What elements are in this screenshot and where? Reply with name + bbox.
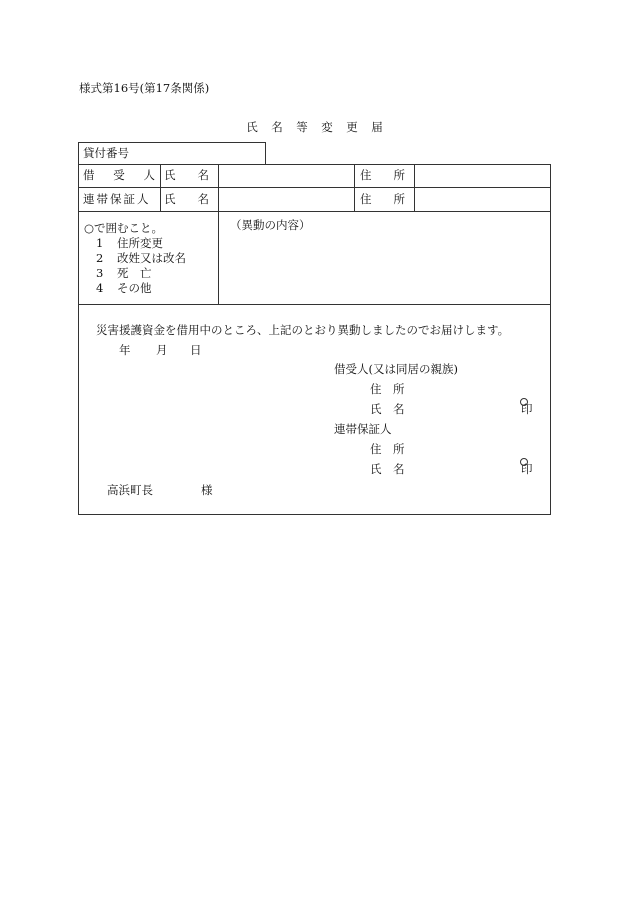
borrower-address-label: 住所 [360, 168, 427, 182]
change-type-item[interactable] [96, 281, 151, 295]
guarantor-role-label: 連帯保証人 [83, 192, 151, 206]
change-type-label: 死 亡 [116, 266, 152, 280]
change-type-num: 2 [96, 251, 104, 265]
date-year: 年 [119, 343, 131, 357]
form-table [78, 164, 551, 515]
borrower-name-label: 氏名 [164, 168, 231, 182]
form-number: 様式第16号(第17条関係) [79, 81, 210, 95]
guarantor-heading: 連帯保証人 [334, 422, 392, 436]
seal-circle-icon [520, 398, 528, 406]
seal-label: 印 [521, 402, 533, 416]
borrower-heading: 借受人(又は同居の親族) [334, 362, 458, 376]
change-type-item[interactable] [96, 236, 163, 250]
seal-mark [521, 462, 533, 476]
change-type-num: 3 [96, 266, 104, 280]
seal-label: 印 [521, 462, 533, 476]
col-divider [354, 164, 355, 211]
change-type-label: 住所変更 [116, 236, 163, 250]
applicant-address-label: 住 所 [370, 382, 405, 396]
seal-mark [521, 402, 533, 416]
loan-number-label: 貸付番号 [83, 146, 129, 160]
date-day: 日 [190, 343, 202, 357]
page-title: 氏 名 等 変 更 届 [246, 120, 384, 134]
borrower-role-label [83, 168, 155, 182]
row-divider [78, 187, 551, 188]
guarantor-address-label-2: 住 所 [370, 442, 405, 456]
guarantor-name-label: 氏名 [164, 192, 231, 206]
change-type-instruction: ○で囲むこと。 [84, 221, 164, 235]
addressee-name: 高浜町長 [107, 483, 153, 497]
borrower-role-char: 受 [113, 168, 125, 182]
row-divider [78, 211, 551, 212]
change-type-label: その他 [116, 281, 152, 295]
addressee-honorific: 様 [201, 483, 213, 497]
col-divider [218, 164, 219, 304]
date-month: 月 [156, 343, 168, 357]
borrower-role-char: 人 [143, 168, 155, 182]
guarantor-address-label: 住所 [360, 192, 427, 206]
row-divider [78, 304, 551, 305]
applicant-name-label: 氏 名 [370, 402, 405, 416]
declaration-text: 災害援護資金を借用中のところ、上記のとおり異動しましたのでお届けします。 [96, 323, 510, 337]
borrower-role-char: 借 [83, 168, 95, 182]
change-type-num: 1 [96, 236, 104, 250]
change-type-label: 改姓又は改名 [116, 251, 186, 265]
seal-circle-icon [520, 458, 528, 466]
change-details-label: （異動の内容） [230, 218, 311, 232]
change-type-num: 4 [96, 281, 104, 295]
guarantor-name-label-2: 氏 名 [370, 462, 405, 476]
change-type-item[interactable] [96, 251, 186, 265]
loan-number-box [78, 142, 266, 165]
change-type-item[interactable] [96, 266, 151, 280]
col-divider [160, 164, 161, 211]
